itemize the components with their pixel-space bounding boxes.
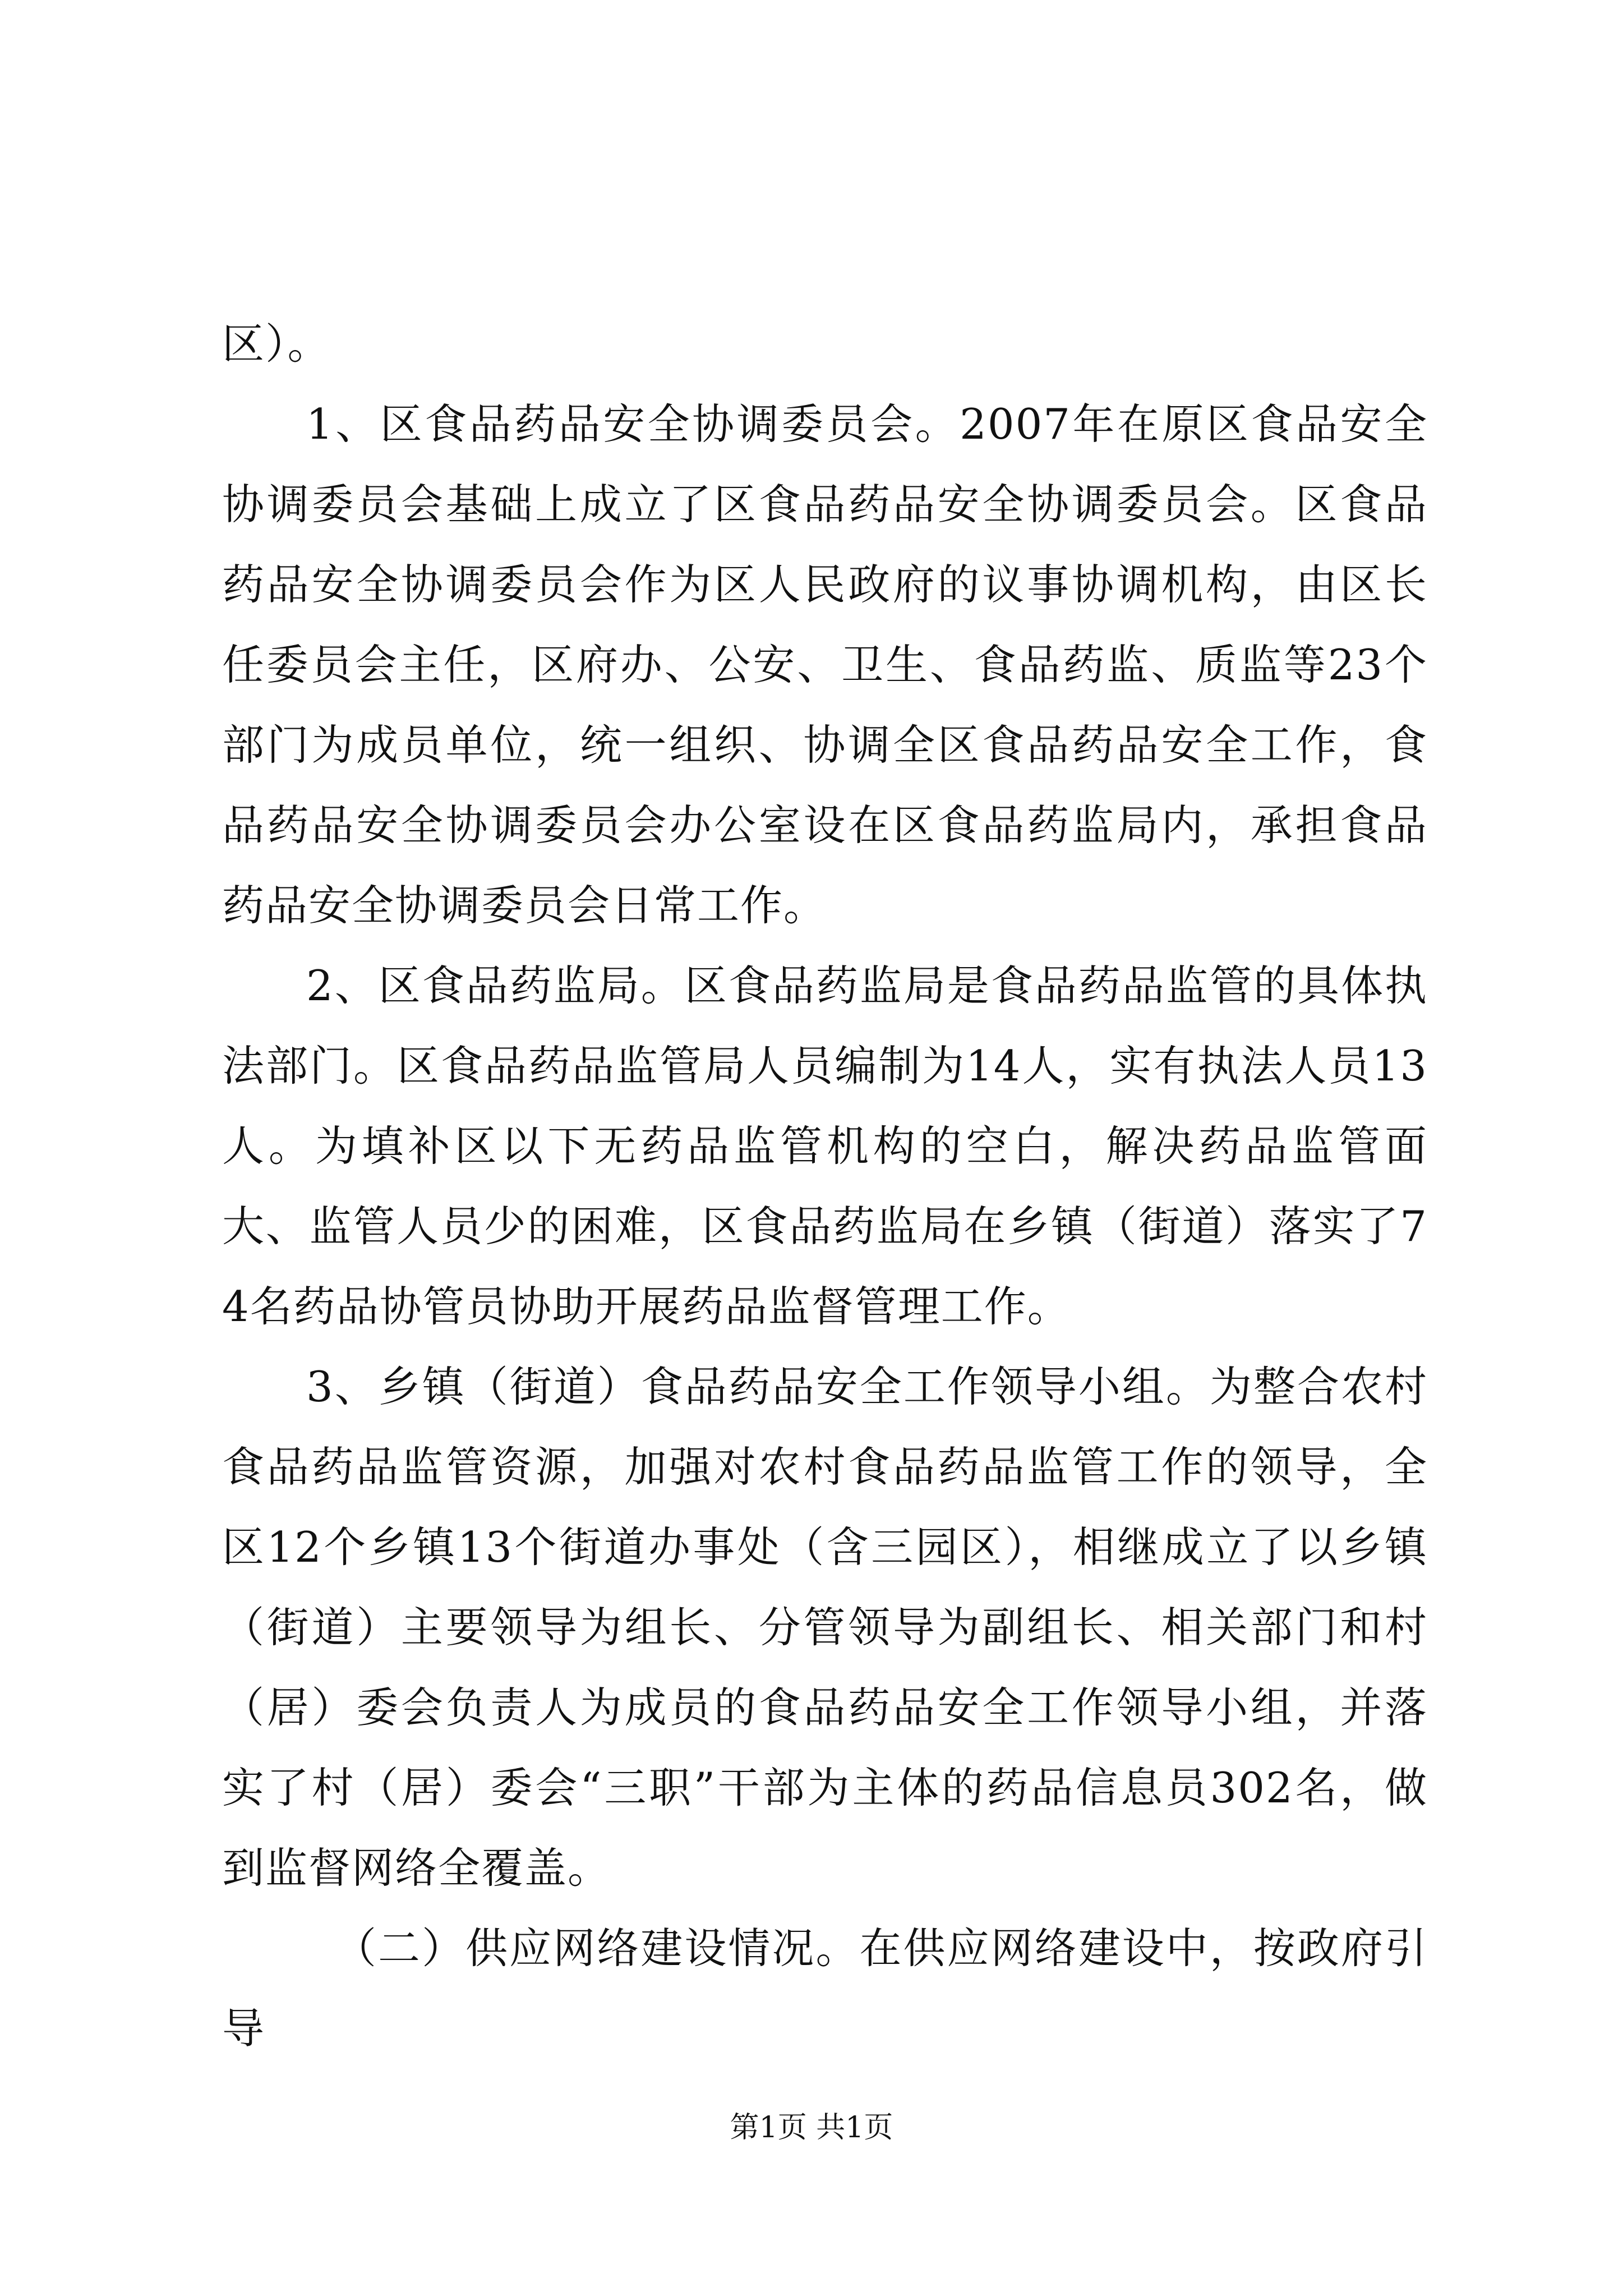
paragraph-food-drug-bureau: 2、区食品药监局。区食品药监局是食品药品监管的具体执法部门。区食品药品监管局人员编制为14人，实有执法人员13人。为填补区以下无药品监管机构的空白，解决药品监管面大、监管人员少的困难，区食品药监局在乡镇（街道）落实了74名药品协管员协助开展药品监督管理工作。 [222,961,1428,1331]
page-footer: 第1页 共1页 [730,2111,893,2145]
paragraph-supply-network: （二）供应网络建设情况。在供应网络建设中，按政府引导 [222,1924,1428,2053]
paragraph-continuation: 区）。 [222,319,331,369]
document-body [222,304,1428,2069]
paragraph-township-leading-group: 3、乡镇（街道）食品药品安全工作领导小组。为整合农村食品药品监管资源，加强对农村食品药品监管工作的领导，全区12个乡镇13个街道办事处（含三园区），相继成立了以乡镇（街道）主要领导为组长、分管领导为副组长、相关部门和村（居）委会负责人为成员的食品药品安全工作领导小组，并落实了村（居）委会“三职”干部为主体的药品信息员302名，做到监督网络全覆盖。 [222,1362,1428,1893]
paragraph-coordination-committee: 1、区食品药品安全协调委员会。2007年在原区食品安全协调委员会基础上成立了区食品药品安全协调委员会。区食品药品安全协调委员会作为区人民政府的议事协调机构，由区长任委员会主任，区府办、公安、卫生、食品药监、质监等23个部门为成员单位，统一组织、协调全区食品药品安全工作，食品药品安全协调委员会办公室设在区食品药监局内，承担食品药品安全协调委员会日常工作。 [222,399,1428,930]
